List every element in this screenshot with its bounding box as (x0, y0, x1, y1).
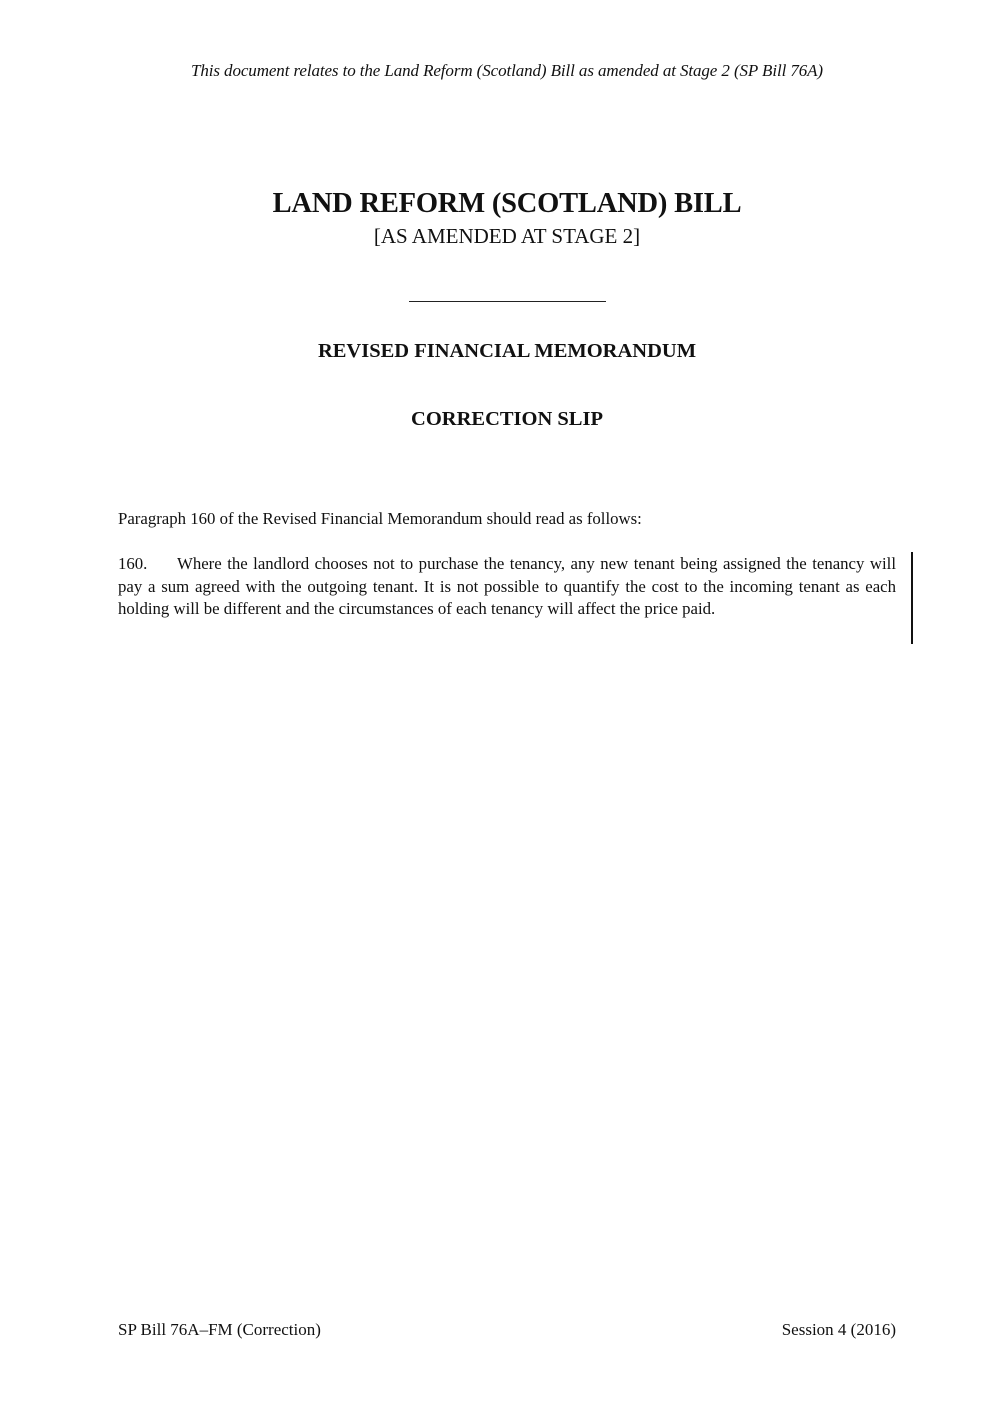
footer-bill-reference: SP Bill 76A–FM (Correction) (118, 1320, 321, 1339)
paragraph-text: Where the landlord chooses not to purchase the tenancy, any new tenant being assigned the tenancy will pay a sum agreed with the outgoing tenant. It is not possible to quantify the cost to the incoming tenant as each holding will be different and the circumstances of each tenancy will affect the price paid. (118, 554, 896, 618)
running-header: This document relates to the Land Reform (Scotland) Bill as amended at Stage 2 (SP Bill 76A) (191, 61, 823, 80)
memorandum-heading: REVISED FINANCIAL MEMORANDUM (317, 340, 697, 362)
footer-session: Session 4 (2016) (781, 1320, 896, 1339)
intro-text: Paragraph 160 of the Revised Financial Memorandum should read as follows: (118, 509, 642, 528)
correction-slip-heading: CORRECTION SLIP (411, 408, 603, 430)
bill-subtitle: [AS AMENDED AT STAGE 2] (373, 224, 641, 248)
paragraph-160 (118, 553, 896, 621)
revision-change-bar (911, 552, 913, 644)
bill-title: LAND REFORM (SCOTLAND) BILL (272, 188, 742, 219)
paragraph-number: 160. (118, 554, 148, 573)
title-divider (409, 301, 606, 302)
